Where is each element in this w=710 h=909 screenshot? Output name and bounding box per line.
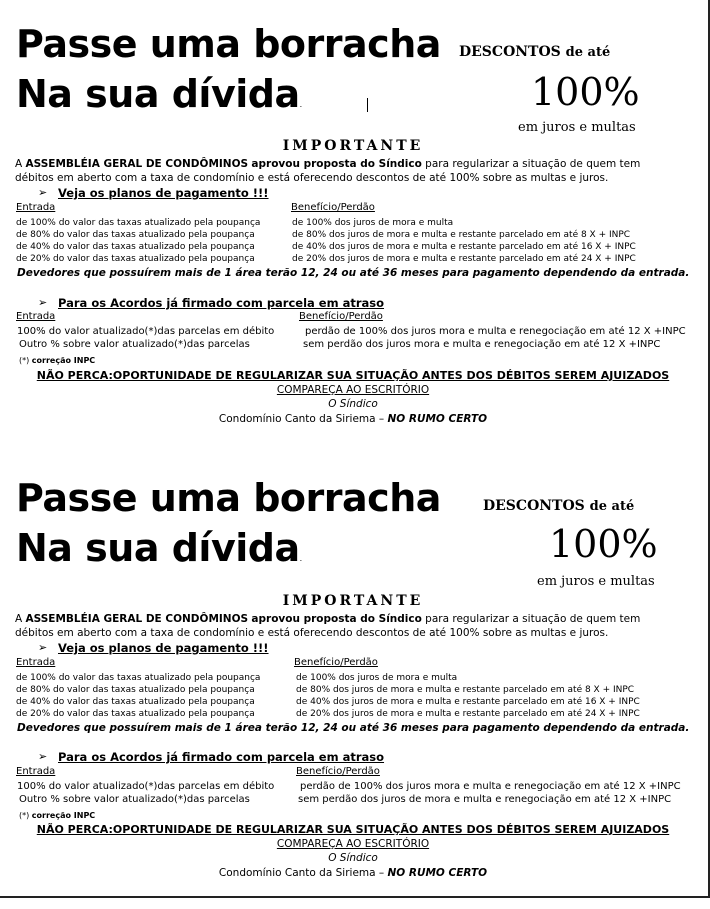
plan-entrada-3: de 40% do valor das taxas atualizado pela poupança — [16, 697, 255, 707]
nao-perca-notice: NÃO PERCA:OPORTUNIDADE DE REGULARIZAR SUA SITUAÇÃO ANTES DOS DÉBITOS SEREM AJUIZADOS — [36, 369, 670, 382]
text-cursor — [367, 98, 368, 112]
acordos-entrada-header: Entrada — [16, 766, 56, 777]
plan-entrada-2: de 80% do valor das taxas atualizado pela poupança — [16, 230, 255, 240]
entrada-header: Entrada — [16, 202, 56, 213]
sindico-signature: O Síndico — [328, 852, 378, 864]
juros-multas-label: em juros e multas — [537, 574, 655, 589]
arrow-bullet-icon: ➢ — [38, 641, 48, 654]
intro-paragraph: A ASSEMBLÉIA GERAL DE CONDÔMINOS aprovou proposta do Síndico para regularizar a situação de quem tem débitos em aberto com a taxa de condomínio e está oferecendo descontos de até 100% sobre as multas e juros. — [15, 613, 641, 639]
condominio-footer: Condomínio Canto da Siriema – NO RUMO CERTO — [218, 413, 488, 425]
correcao-note: (*) correção INPC — [19, 356, 96, 365]
beneficio-header: Benefício/Perdão — [291, 202, 375, 213]
flyer-1 — [0, 0, 706, 455]
planos-title: Veja os planos de pagamento !!! — [58, 186, 269, 200]
acordo-beneficio-1: perdão de 100% dos juros mora e multa e renegociação em até 12 X +INPC — [300, 781, 681, 792]
plan-entrada-3: de 40% do valor das taxas atualizado pela poupança — [16, 242, 255, 252]
plan-beneficio-1: de 100% dos juros de mora e multa — [296, 673, 458, 683]
acordos-title: Para os Acordos já firmado com parcela em atraso — [58, 296, 385, 310]
entrada-header: Entrada — [16, 657, 56, 668]
plan-beneficio-2: de 80% dos juros de mora e multa e restante parcelado em até 8 X + INPC — [292, 230, 631, 240]
acordo-beneficio-1: perdão de 100% dos juros mora e multa e renegociação em até 12 X +INPC — [305, 326, 686, 337]
acordo-beneficio-2: sem perdão dos juros mora e multa e renegociação em até 12 X +INPC — [303, 339, 661, 350]
headline-line-1: Passe uma borracha — [16, 22, 441, 66]
plan-entrada-4: de 20% do valor das taxas atualizado pela poupança — [16, 709, 255, 719]
discount-percent: 100% — [531, 70, 640, 114]
acordo-entrada-2: Outro % sobre valor atualizado(*)das parcelas — [19, 794, 250, 805]
planos-title: Veja os planos de pagamento !!! — [58, 641, 269, 655]
flyer-2 — [0, 454, 706, 909]
arrow-bullet-icon: ➢ — [38, 186, 48, 199]
plan-entrada-1: de 100% do valor das taxas atualizado pela poupança — [16, 218, 261, 228]
plan-entrada-2: de 80% do valor das taxas atualizado pela poupança — [16, 685, 255, 695]
plan-beneficio-4: de 20% dos juros de mora e multa e restante parcelado em até 24 X + INPC — [296, 709, 640, 719]
plan-entrada-4: de 20% do valor das taxas atualizado pela poupança — [16, 254, 255, 264]
devedores-note: Devedores que possuírem mais de 1 área terão 12, 24 ou até 36 meses para pagamento dependendo da entrada. — [17, 722, 690, 734]
headline-line-1: Passe uma borracha — [16, 476, 441, 520]
sindico-signature: O Síndico — [328, 398, 378, 410]
beneficio-header: Benefício/Perdão — [294, 657, 378, 668]
headline-line-2: Na sua dívida. — [16, 72, 302, 116]
acordo-beneficio-2: sem perdão dos juros de mora e multa e renegociação em até 12 X +INPC — [298, 794, 672, 805]
correcao-note: (*) correção INPC — [19, 811, 96, 820]
condominio-footer: Condomínio Canto da Siriema – NO RUMO CERTO — [218, 867, 488, 879]
intro-paragraph: A ASSEMBLÉIA GERAL DE CONDÔMINOS aprovou proposta do Síndico para regularizar a situação de quem tem débitos em aberto com a taxa de condomínio e está oferecendo descontos de até 100% sobre as multas e juros. — [15, 158, 641, 184]
nao-perca-notice: NÃO PERCA:OPORTUNIDADE DE REGULARIZAR SUA SITUAÇÃO ANTES DOS DÉBITOS SEREM AJUIZADOS — [36, 823, 670, 836]
juros-multas-label: em juros e multas — [518, 120, 636, 135]
acordo-entrada-1: 100% do valor atualizado(*)das parcelas em débito — [17, 781, 275, 792]
importante-heading: IMPORTANTE — [282, 138, 424, 154]
plan-beneficio-4: de 20% dos juros de mora e multa e restante parcelado em até 24 X + INPC — [292, 254, 636, 264]
plan-beneficio-1: de 100% dos juros de mora e multa — [292, 218, 454, 228]
acordo-entrada-2: Outro % sobre valor atualizado(*)das parcelas — [19, 339, 250, 350]
plan-beneficio-2: de 80% dos juros de mora e multa e restante parcelado em até 8 X + INPC — [296, 685, 635, 695]
acordos-beneficio-header: Benefício/Perdão — [299, 311, 383, 322]
acordo-entrada-1: 100% do valor atualizado(*)das parcelas em débito — [17, 326, 275, 337]
devedores-note: Devedores que possuírem mais de 1 área terão 12, 24 ou até 36 meses para pagamento dependendo da entrada. — [17, 267, 690, 279]
compareca-notice: COMPAREÇA AO ESCRITÓRIO — [276, 838, 430, 850]
descontos-label: DESCONTOS de até — [459, 44, 611, 60]
acordos-entrada-header: Entrada — [16, 311, 56, 322]
compareca-notice: COMPAREÇA AO ESCRITÓRIO — [276, 384, 430, 396]
plan-beneficio-3: de 40% dos juros de mora e multa e restante parcelado em até 16 X + INPC — [296, 697, 640, 707]
plan-beneficio-3: de 40% dos juros de mora e multa e restante parcelado em até 16 X + INPC — [292, 242, 636, 252]
arrow-bullet-icon: ➢ — [38, 750, 48, 763]
discount-percent: 100% — [549, 522, 658, 566]
acordos-beneficio-header: Benefício/Perdão — [296, 766, 380, 777]
acordos-title: Para os Acordos já firmado com parcela em atraso — [58, 750, 385, 764]
plan-entrada-1: de 100% do valor das taxas atualizado pela poupança — [16, 673, 261, 683]
importante-heading: IMPORTANTE — [282, 593, 424, 609]
descontos-label: DESCONTOS de até — [483, 498, 635, 514]
arrow-bullet-icon: ➢ — [38, 296, 48, 309]
headline-line-2: Na sua dívida. — [16, 526, 302, 570]
